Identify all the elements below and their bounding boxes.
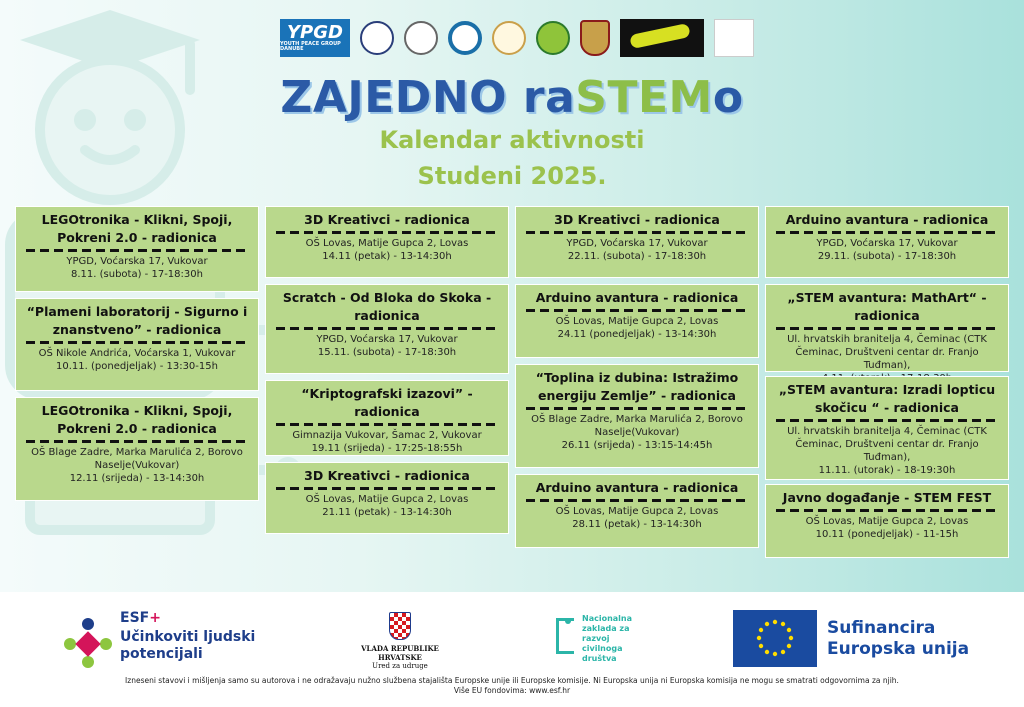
dashed-divider <box>526 309 748 312</box>
activity-location: Ul. hrvatskih branitelja 4, Čeminac (CTK Čeminac, Društveni centar dr. Franjo Tuđman), <box>787 426 987 463</box>
dashed-divider <box>776 419 998 422</box>
activity-card <box>515 206 759 278</box>
activity-card <box>15 298 259 391</box>
dashed-divider <box>776 509 998 512</box>
government-logo <box>340 612 460 670</box>
activity-title: 3D Kreativci - radionica <box>304 468 470 483</box>
government-name: VLADA REPUBLIKE HRVATSKE <box>361 644 439 662</box>
activity-location: OŠ Lovas, Matije Gupca 2, Lovas <box>805 516 969 527</box>
esf-title <box>120 610 161 626</box>
ypgd-logo-caption: YOUTH PEACE GROUP DANUBE <box>280 41 341 52</box>
activity-date: 15.11. (subota) - 17-18:30h <box>317 347 457 358</box>
eu-text-line2: Europska unija <box>827 639 970 659</box>
activity-date: 10.11 (ponedjeljak) - 11-15h <box>815 529 959 540</box>
croatian-coat-of-arms-icon <box>389 612 411 640</box>
partner-logo-6 <box>580 20 610 56</box>
activity-card <box>765 376 1009 480</box>
activity-card <box>265 380 509 456</box>
subtitle-month: Studeni 2025. <box>417 162 607 190</box>
activity-title: 3D Kreativci - radionica <box>304 212 470 227</box>
title-part-3: o <box>712 72 744 123</box>
activity-card <box>765 206 1009 278</box>
dashed-divider <box>276 487 498 490</box>
esf-subtitle-line1: Učinkoviti ljudski <box>120 629 256 645</box>
title-part-stem: STEM <box>575 72 713 123</box>
activity-location: OŠ Lovas, Matije Gupca 2, Lovas <box>305 494 469 505</box>
activity-card <box>265 462 509 534</box>
government-office: Ured za udruge <box>372 662 428 670</box>
activity-location: OŠ Nikole Andrića, Voćarska 1, Vukovar <box>38 348 236 359</box>
activity-location: YPGD, Voćarska 17, Vukovar <box>566 238 708 249</box>
activity-location: OŠ Lovas, Matije Gupca 2, Lovas <box>555 316 719 327</box>
national-foundation-logo <box>556 614 676 674</box>
dashed-divider <box>526 231 748 234</box>
activity-date: 21.11 (petak) - 13-14:30h <box>322 507 452 518</box>
esf-title-text: ESF <box>120 610 150 626</box>
esf-title-plus: + <box>149 610 161 626</box>
activity-date: 12.11 (srijeda) - 13-14:30h <box>69 473 205 484</box>
activity-title: Scratch - Od Bloka do Skoka - radionica <box>282 290 492 323</box>
foundation-name <box>582 614 652 664</box>
activity-card <box>265 284 509 374</box>
foundation-bracket-icon <box>556 618 574 654</box>
activity-date: 24.11 (ponedjeljak) - 13-14:30h <box>557 329 717 340</box>
activity-date: 19.11 (srijeda) - 17:25-18:55h <box>311 443 463 454</box>
title-part-1: ZAJEDNO ra <box>280 72 576 123</box>
activity-card <box>15 206 259 292</box>
partner-logo-3 <box>448 21 482 55</box>
esf-subtitle <box>120 629 255 663</box>
dashed-divider <box>26 249 248 252</box>
activity-date: 28.11 (petak) - 13-14:30h <box>572 519 702 530</box>
foundation-line1: Nacionalna <box>582 614 633 623</box>
esf-logo <box>62 610 262 670</box>
foundation-line5: društva <box>582 654 617 663</box>
activity-location: Ul. hrvatskih branitelja 4, Čeminac (CTK Čeminac, Društveni centar dr. Franjo Tuđman), <box>787 334 987 371</box>
partner-logo-4 <box>492 21 526 55</box>
activity-title: “Kriptografski izazovi” - radionica <box>301 386 473 419</box>
eu-flag-icon <box>733 610 817 667</box>
activity-location: YPGD, Voćarska 17, Vukovar <box>316 334 458 345</box>
partner-logos <box>280 15 760 61</box>
activity-date: 26.11 (srijeda) - 13:15-14:45h <box>561 440 713 451</box>
ypgd-logo-text: YPGD <box>287 22 343 43</box>
activity-title: LEGOtronika - Klikni, Spoji, Pokreni 2.0 - radionica <box>41 403 233 436</box>
dashed-divider <box>276 327 498 330</box>
activity-card <box>515 474 759 548</box>
activity-date: 8.11. (subota) - 17-18:30h <box>71 269 203 280</box>
activity-location: YPGD, Voćarska 17, Vukovar <box>66 256 208 267</box>
activity-title: “Toplina iz dubina: Istražimo energiju Zemlje” - radionica <box>535 370 739 403</box>
disclaimer-line2: Više EU fondovima: www.esf.hr <box>453 686 571 695</box>
esf-subtitle-line2: potencijali <box>120 646 203 662</box>
foundation-line4: civilnoga <box>582 644 623 653</box>
esf-mark-icon <box>62 616 114 668</box>
activity-title: Arduino avantura - radionica <box>785 212 989 227</box>
activity-card <box>515 284 759 358</box>
activity-date: 29.11. (subota) - 17-18:30h <box>817 251 957 262</box>
activity-title: “Plameni laboratorij - Sigurno i znanstveno” - radionica <box>26 304 248 337</box>
ypgd-logo <box>280 19 350 57</box>
foundation-line3: razvoj <box>582 634 610 643</box>
eu-cofunding-logo <box>733 610 973 668</box>
activity-date: 22.11. (subota) - 17-18:30h <box>567 251 707 262</box>
dashed-divider <box>776 231 998 234</box>
partner-logo-7 <box>620 19 704 57</box>
partner-logo-2 <box>404 21 438 55</box>
disclaimer-line1: Izneseni stavovi i mišljenja samo su autorova i ne odražavaju nužno službena stajališta Europske unije ili Europske komisije. Ni Europska unija ni Europska komisija ne mogu se smatrati odgovornima za njih. <box>125 676 899 685</box>
subtitle-calendar: Kalendar aktivnosti <box>379 126 645 154</box>
activity-title: Arduino avantura - radionica <box>535 290 739 305</box>
activity-date: 14.11 (petak) - 13-14:30h <box>322 251 452 262</box>
activity-title: „STEM avantura: MathArt“ - radionica <box>787 290 987 323</box>
dashed-divider <box>526 407 748 410</box>
activity-title: 3D Kreativci - radionica <box>554 212 720 227</box>
activity-title: „STEM avantura: Izradi lopticu skočicu “ - radionica <box>778 382 996 415</box>
activity-card <box>765 284 1009 372</box>
partner-logo-5 <box>536 21 570 55</box>
dashed-divider <box>26 341 248 344</box>
dashed-divider <box>526 499 748 502</box>
disclaimer <box>0 676 1024 696</box>
activity-card <box>15 397 259 501</box>
activity-location: YPGD, Voćarska 17, Vukovar <box>816 238 958 249</box>
activity-title: Javno događanje - STEM FEST <box>782 490 992 505</box>
activity-date: 11.11. (utorak) - 18-19:30h <box>818 465 956 476</box>
activity-card <box>765 484 1009 558</box>
activity-title: Arduino avantura - radionica <box>535 480 739 495</box>
activity-card <box>515 364 759 468</box>
eu-text-line1: Sufinancira <box>827 618 936 638</box>
dashed-divider <box>26 440 248 443</box>
activity-location: OŠ Blage Zadre, Marka Marulića 2, Borovo Naselje(Vukovar) <box>31 447 243 471</box>
dashed-divider <box>276 423 498 426</box>
activity-location: OŠ Lovas, Matije Gupca 2, Lovas <box>305 238 469 249</box>
dashed-divider <box>776 327 998 330</box>
funding-footer <box>0 592 1024 707</box>
main-title <box>0 72 1024 123</box>
partner-logo-8 <box>714 19 754 57</box>
eu-cofunding-text <box>827 618 969 660</box>
foundation-line2: zaklada za <box>582 624 630 633</box>
partner-logo-1 <box>360 21 394 55</box>
activity-location: OŠ Blage Zadre, Marka Marulića 2, Borovo Naselje(Vukovar) <box>531 414 743 438</box>
activity-card <box>265 206 509 278</box>
activity-location: Gimnazija Vukovar, Šamac 2, Vukovar <box>292 430 482 441</box>
activity-location: OŠ Lovas, Matije Gupca 2, Lovas <box>555 506 719 517</box>
activity-title: LEGOtronika - Klikni, Spoji, Pokreni 2.0 - radionica <box>41 212 233 245</box>
dashed-divider <box>276 231 498 234</box>
activity-date: 10.11. (ponedjeljak) - 13:30-15h <box>56 361 218 372</box>
